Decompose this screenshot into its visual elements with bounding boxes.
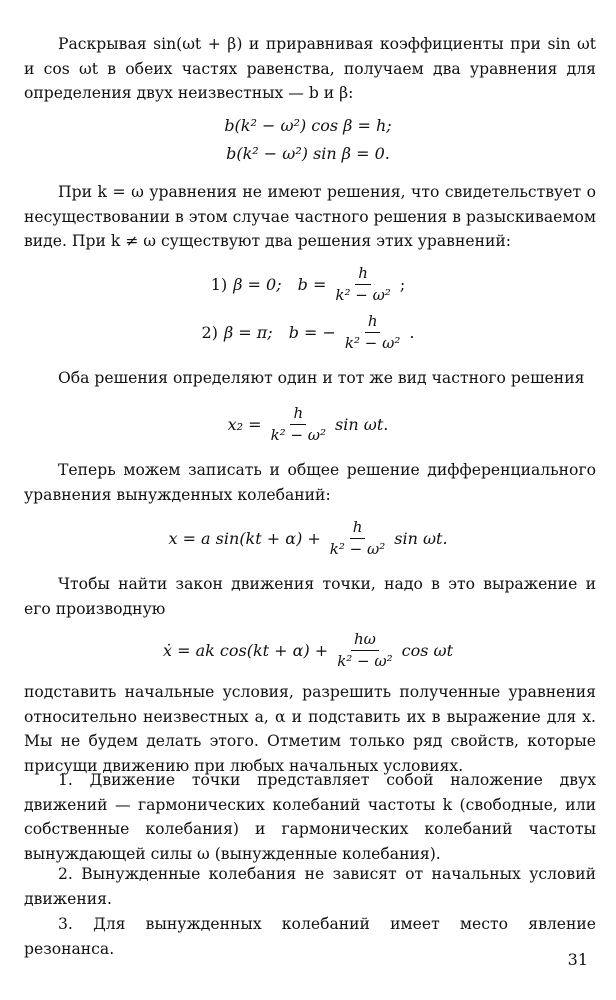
equation-derivative-numerator: hω	[351, 630, 379, 651]
equation-cos-text: b(k² − ω²) cos β = h;	[224, 116, 392, 135]
paragraph-initial-conditions: подставить начальные условия, разрешить полученные уравнения относительно неизвестных a, α и подставить их в выражение для x. Мы не будем делать этого. Отметим только ряд свойств, которые присущи движению при любых начальных условиях.	[24, 683, 596, 775]
property-item-2: 2. Вынужденные колебания не зависят от начальных условий движения.	[24, 865, 596, 908]
paragraph-same-form: Оба решения определяют один и тот же вид частного решения	[58, 369, 585, 387]
solution-1-b: b =	[297, 274, 327, 294]
equation-derivative-denominator: k² − ω²	[337, 652, 393, 670]
equation-particular-lhs: x₂ =	[227, 414, 262, 434]
property-item-3: 3. Для вынужденных колебаний имеет место явление резонанса.	[24, 915, 596, 958]
equation-general-numerator: h	[350, 518, 366, 539]
solution-1-fraction	[332, 264, 393, 305]
solution-1-denominator: k² − ω²	[335, 286, 391, 304]
equation-particular-denominator: k² − ω²	[270, 426, 327, 444]
solution-1-beta: β = 0;	[233, 274, 282, 294]
equation-particular-numerator: h	[290, 404, 306, 425]
solution-1-tail: ;	[399, 274, 406, 294]
solution-1-numerator: h	[355, 264, 371, 285]
equation-derivative	[0, 630, 616, 671]
equation-general	[0, 518, 616, 559]
paragraph-derivative: Чтобы найти закон движения точки, надо в это выражение и его производную	[24, 575, 596, 618]
solution-1-label: 1)	[210, 274, 228, 294]
equation-general-rhs: sin ωt.	[394, 528, 448, 548]
solution-2-fraction	[342, 312, 403, 353]
equation-sin	[0, 142, 616, 166]
equation-derivative-lhs: ẋ = ak cos(kt + α) +	[162, 640, 329, 660]
solution-2-denominator: k² − ω²	[344, 334, 401, 352]
solution-2	[0, 312, 616, 353]
equation-particular-fraction	[268, 404, 329, 445]
paragraph-resonance-condition: При k = ω уравнения не имеют решения, что свидетельствует о несуществовании в этом случае частного решения в разыскиваемом виде. При k ≠ ω существуют два решения этих уравнений:	[24, 183, 596, 250]
equation-derivative-fraction	[334, 630, 395, 671]
equation-cos	[0, 114, 616, 138]
paragraph-intro: Раскрывая sin(ωt + β) и приравнивая коэффициенты при sin ωt и cos ωt в обеих частях равенства, получаем два уравнения для определения двух неизвестных — b и β:	[24, 35, 596, 102]
solution-2-label: 2)	[201, 322, 218, 342]
solution-2-numerator: h	[365, 312, 381, 333]
equation-particular-rhs: sin ωt.	[335, 414, 389, 434]
solution-1	[0, 264, 616, 305]
equation-sin-text: b(k² − ω²) sin β = 0.	[226, 144, 390, 163]
solution-2-tail: .	[409, 322, 415, 342]
property-item-1: 1. Движение точки представляет собой наложение двух движений — гармонических колебаний частоты k (свободные, или собственные колебания) и гармонических колебаний частоты вынуждающей силы ω (вынужденные колебания).	[24, 771, 596, 863]
equation-particular	[0, 404, 616, 445]
equation-general-denominator: k² − ω²	[329, 540, 386, 558]
equation-derivative-rhs: cos ωt	[401, 640, 454, 660]
solution-2-beta: β = π;	[223, 322, 273, 342]
equation-general-lhs: x = a sin(kt + α) +	[168, 528, 321, 548]
page-number: 31	[567, 950, 588, 969]
equation-general-fraction	[327, 518, 388, 559]
paragraph-general-solution: Теперь можем записать и общее решение дифференциального уравнения вынужденных колебаний:	[24, 461, 596, 504]
solution-2-b: b = −	[288, 322, 336, 342]
